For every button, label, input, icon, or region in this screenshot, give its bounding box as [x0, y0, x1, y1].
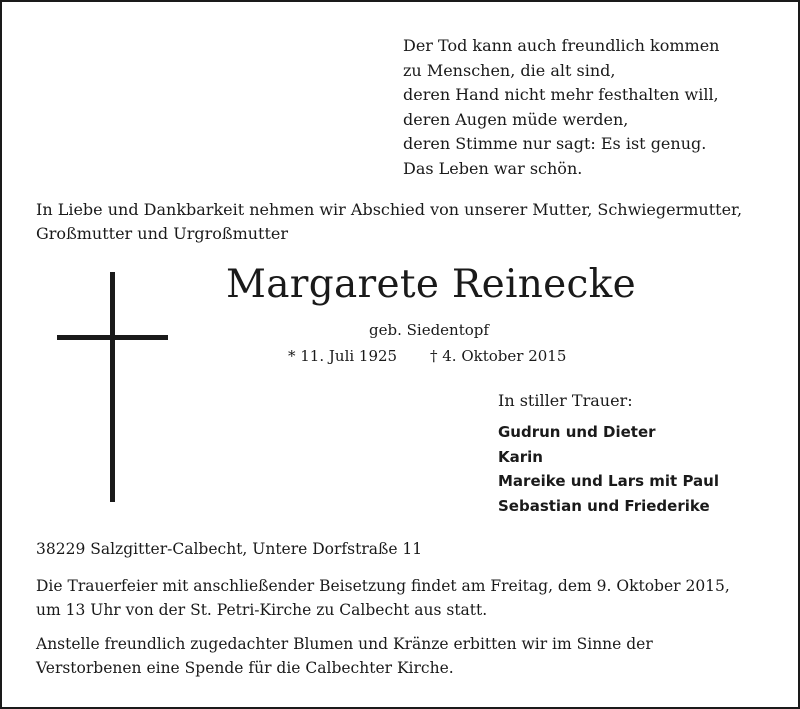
poem-line: deren Hand nicht mehr festhalten will, [403, 85, 719, 105]
poem-line: Das Leben war schön. [403, 158, 583, 178]
mourner-name: Mareike und Lars mit Paul [498, 472, 719, 491]
mourner-name: Karin [498, 447, 543, 466]
donation-request [36, 632, 653, 680]
poem-line: Der Tod kann auch freundlich kommen [403, 36, 720, 55]
death-date: † 4. Oktober 2015 [430, 347, 567, 365]
mourners-list [498, 420, 719, 519]
service-line: um 13 Uhr von der St. Petri-Kirche zu Calbecht aus statt. [36, 601, 488, 619]
birth-date: * 11. Juli 1925 [288, 347, 398, 365]
donation-line: Anstelle freundlich zugedachter Blumen und Kränze erbitten wir im Sinne der [36, 635, 653, 653]
intro-line: In Liebe und Dankbarkeit nehmen wir Abschied von unserer Mutter, Schwiegermutter, [36, 200, 743, 219]
poem-line: deren Stimme nur sagt: Es ist genug. [403, 134, 707, 154]
family-address: 38229 Salzgitter-Calbecht, Untere Dorfstraße 11 [36, 540, 423, 558]
cross-icon-crossbar [57, 335, 168, 340]
mourner-name: Sebastian und Friederike [498, 497, 710, 516]
mourner-name: Gudrun und Dieter [498, 423, 656, 441]
farewell-intro [36, 198, 776, 246]
poem-line: deren Augen müde werden, [403, 109, 629, 129]
maiden-name: geb. Siedentopf [369, 321, 489, 339]
funeral-service-info [36, 574, 730, 622]
deceased-name: Margarete Reinecke [226, 262, 636, 307]
poem-line: zu Menschen, die alt sind, [403, 60, 616, 80]
donation-line: Verstorbenen eine Spende für die Calbechter Kirche. [36, 659, 454, 677]
mourning-label: In stiller Trauer: [498, 391, 633, 410]
service-line: Die Trauerfeier mit anschließender Beisetzung findet am Freitag, dem 9. Oktober 2015, [36, 577, 730, 595]
poem [403, 34, 719, 182]
intro-line: Großmutter und Urgroßmutter [36, 224, 289, 243]
